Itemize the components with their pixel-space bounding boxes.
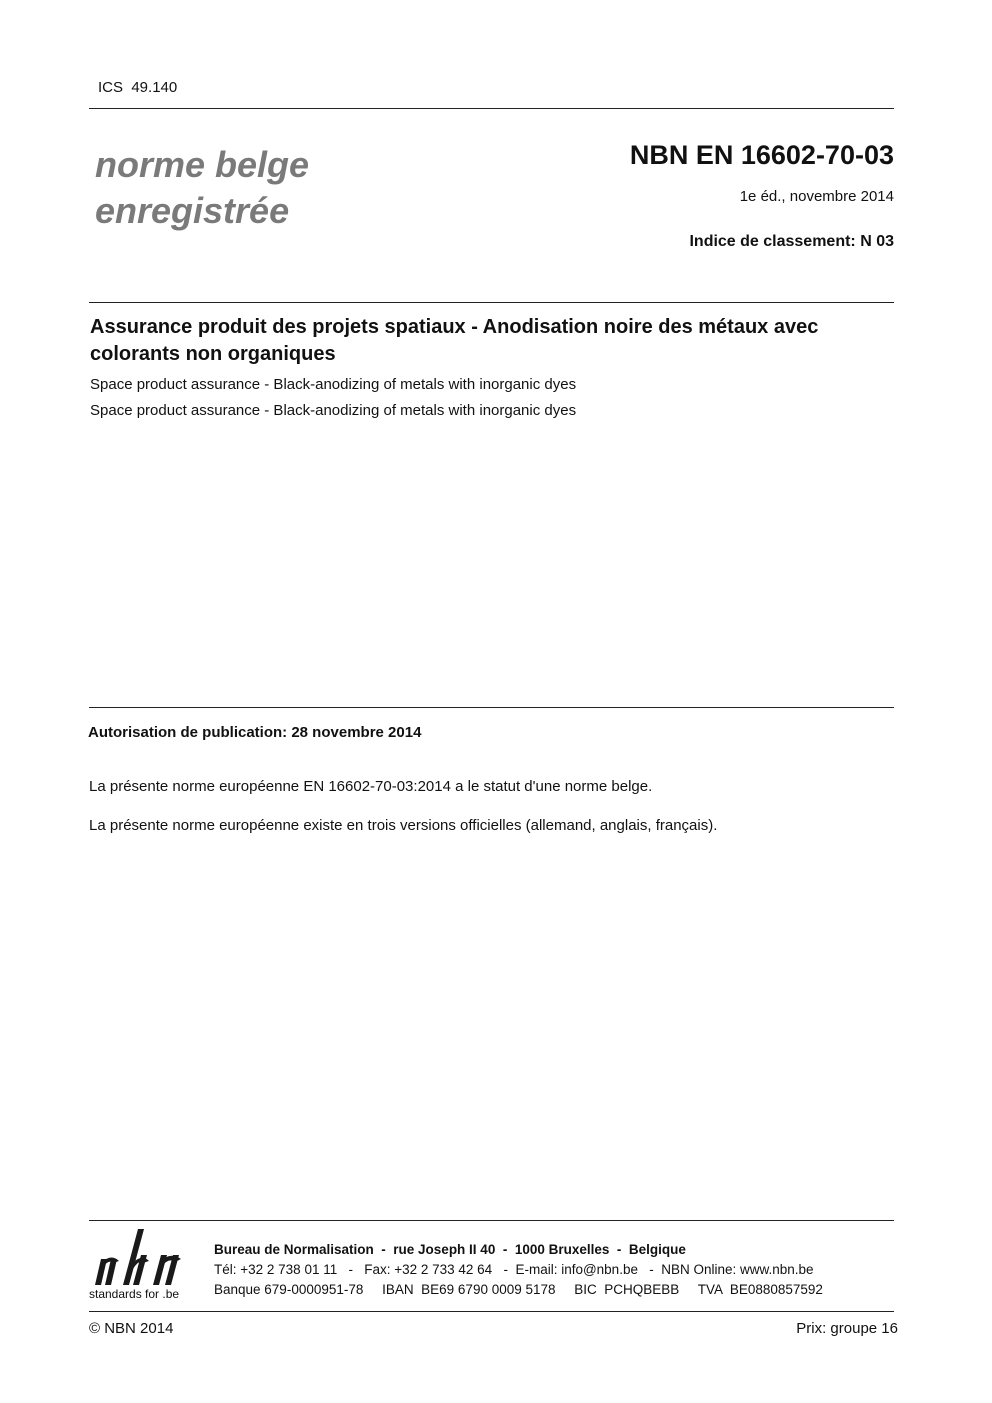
brand-heading: [95, 142, 309, 234]
footer-rule: [89, 1220, 894, 1221]
ics-code: ICS 49.140: [98, 79, 178, 96]
footer-bank: Banque 679-0000951-78 IBAN BE69 6790 0009 5178 BIC PCHQBEBB TVA BE0880857592: [214, 1282, 823, 1297]
edition-text: 1e éd., novembre 2014: [739, 188, 894, 205]
logo-tagline: standards for .be: [89, 1287, 180, 1301]
classification-index: Indice de classement: N 03: [689, 233, 894, 250]
copyright-rule: [89, 1311, 894, 1312]
footer-contact: Tél: +32 2 738 01 11 - Fax: +32 2 733 42 64 - E-mail: info@nbn.be - NBN Online: www.nbn.be: [214, 1262, 814, 1277]
title-rule: [89, 302, 894, 303]
publication-authorisation: Autorisation de publication: 28 novembre 2014: [88, 724, 422, 741]
copyright: © NBN 2014: [89, 1320, 174, 1337]
title-english-1: Space product assurance - Black-anodizing of metals with inorganic dyes: [90, 376, 577, 393]
brand-line-1: norme belge: [95, 144, 310, 185]
title-english-2: Space product assurance - Black-anodizing of metals with inorganic dyes: [90, 402, 577, 419]
brand-line-2: enregistrée: [95, 190, 290, 231]
title-french: Assurance produit des projets spatiaux - Anodisation noire des métaux avec colorants non organiques: [90, 316, 819, 365]
versions-paragraph: La présente norme européenne existe en trois versions officielles (allemand, anglais, français).: [89, 817, 718, 834]
body-rule: [89, 707, 894, 708]
status-paragraph: La présente norme européenne EN 16602-70-03:2014 a le statut d'une norme belge.: [89, 778, 653, 795]
standard-number: NBN EN 16602-70-03: [629, 140, 894, 170]
price-group: Prix: groupe 16: [796, 1320, 898, 1337]
header-rule: [89, 108, 894, 109]
footer-address: Bureau de Normalisation - rue Joseph II 40 - 1000 Bruxelles - Belgique: [214, 1242, 686, 1257]
